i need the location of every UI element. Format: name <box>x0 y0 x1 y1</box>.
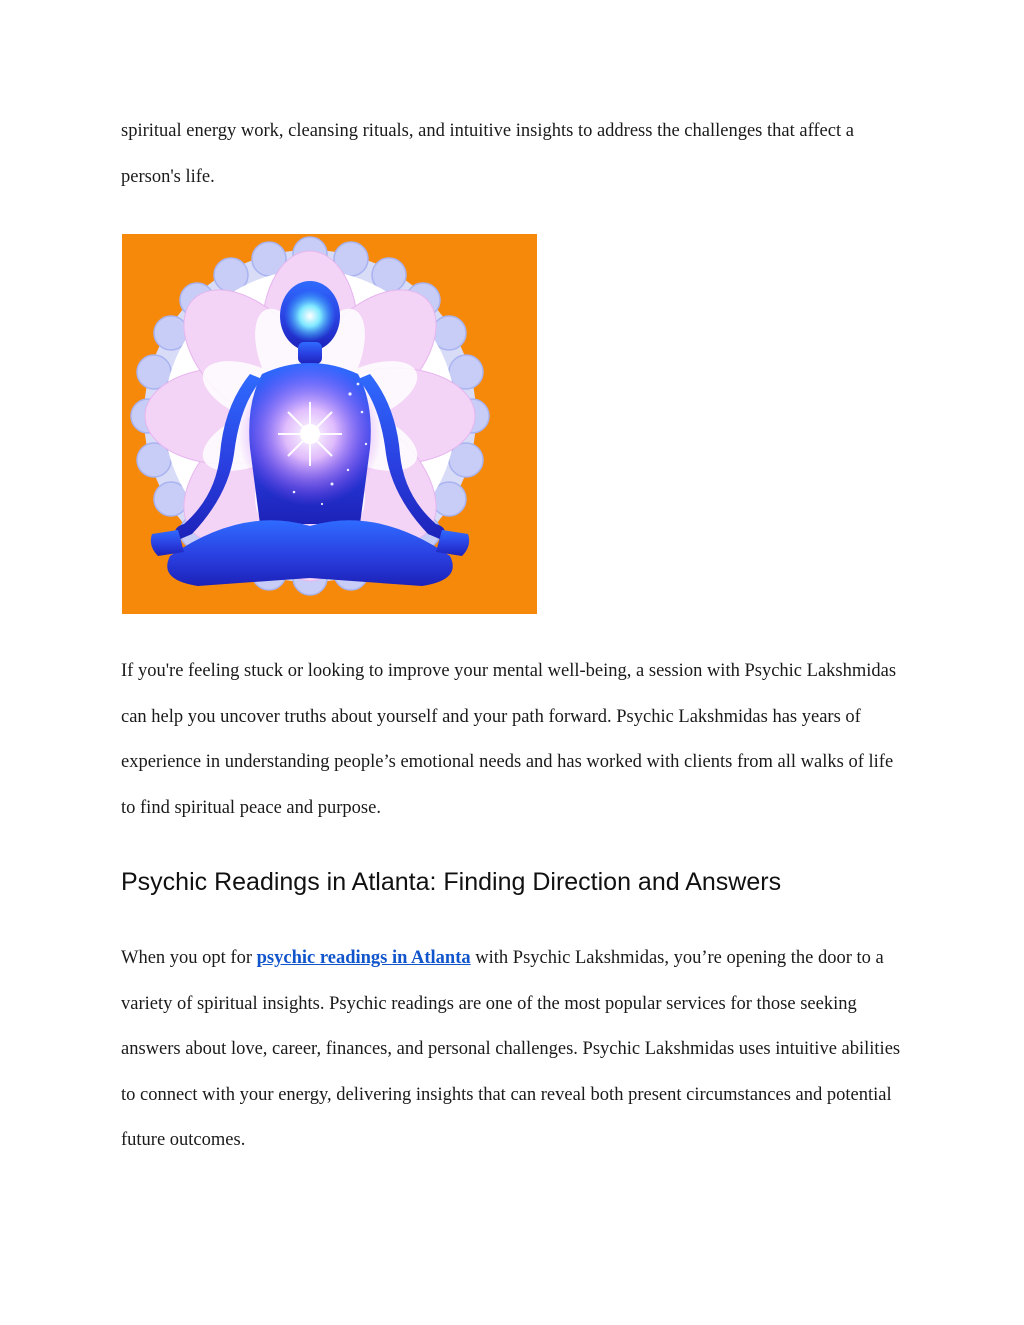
paragraph-session-description: If you're feeling stuck or looking to improve your mental well-being, a session with Psychic Lakshmidas can help you uncover truths about yourself and your path forward. Psychic Lakshmidas has years of experience in understanding people’s emotional needs and has worked with clients from all walks of life to find spiritual peace and purpose. <box>121 661 897 818</box>
meditating-figure-mandala-icon <box>122 234 537 614</box>
paragraph-intro-continued: spiritual energy work, cleansing rituals, and intuitive insights to address the challenges that affect a person's life. <box>121 121 854 187</box>
paragraph-text-after-link: with Psychic Lakshmidas, you’re opening the door to a variety of spiritual insights. Psychic readings are one of the most popular services for those seeking answers about love, career, finances, and personal challenges. Psychic Lakshmidas uses intuitive abilities to connect with your energy, delivering insights that can reveal both present circumstances and potential future outcomes. <box>121 948 901 1150</box>
meditation-image <box>122 234 537 614</box>
psychic-readings-atlanta-link[interactable]: psychic readings in Atlanta <box>256 948 471 968</box>
paragraph-psychic-readings <box>121 936 911 1164</box>
section-heading: Psychic Readings in Atlanta: Finding Direction and Answers <box>121 868 782 896</box>
paragraph-text-before-link: When you opt for <box>121 948 257 968</box>
